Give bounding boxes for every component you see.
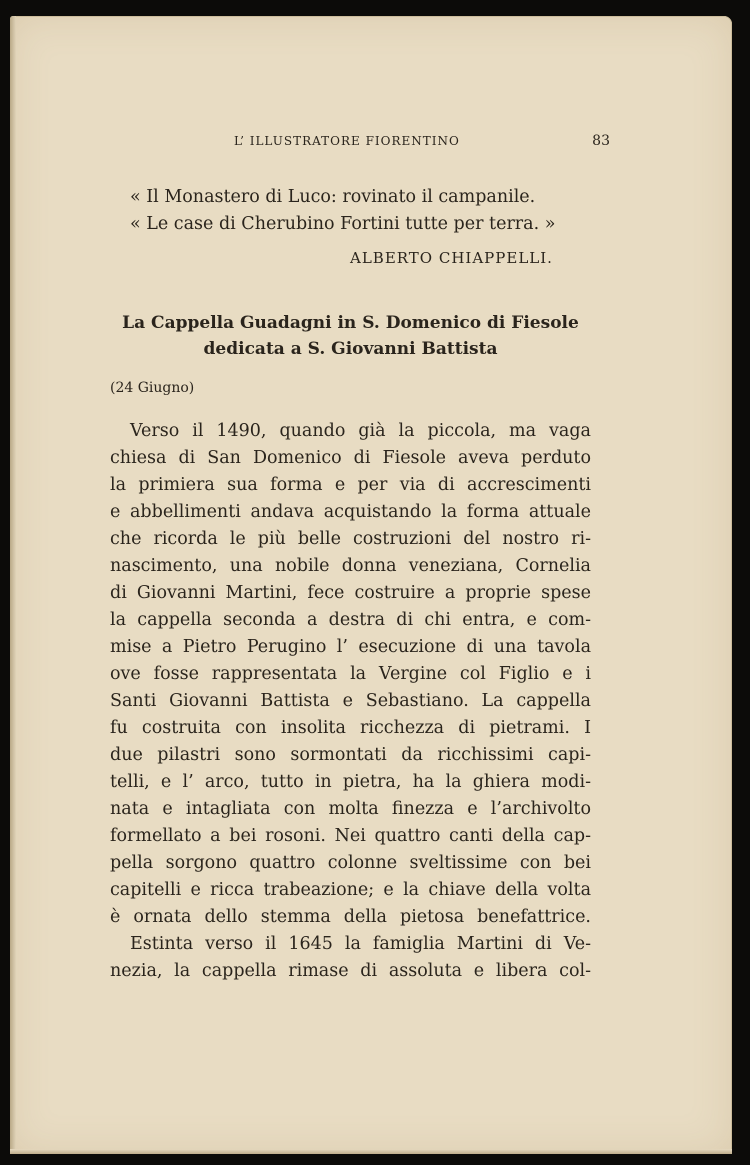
author-signature: ALBERTO CHIAPPELLI. [350,249,553,267]
page-number: 83 [592,133,610,149]
page-bottom-edge [10,1149,732,1154]
article-body [110,418,591,985]
quote-block [110,184,591,238]
body-line: fu costruita con insolita ricchezza di pietrami. I [110,718,591,738]
body-line: due pilastri sono sormontati da ricchissimi capi- [110,745,591,765]
body-line: capitelli e ricca trabeazione; e la chiave della volta [110,880,591,900]
body-line: nezia, la cappella rimase di assoluta e libera col- [110,961,591,981]
body-line: telli, e l’ arco, tutto in pietra, ha la ghiera modi- [110,772,591,792]
article-heading [110,310,591,362]
body-line: nascimento, una nobile donna veneziana, Cornelia [110,556,591,576]
body-line: nata e intagliata con molta finezza e l’archivolto [110,799,591,819]
body-line: Estinta verso il 1645 la famiglia Martini di Ve- [130,934,591,954]
book-page [10,16,732,1154]
body-line: pella sorgono quattro colonne sveltissime con bei [110,853,591,873]
article-date: (24 Giugno) [110,380,195,396]
body-line: la primiera sua forma e per via di accrescimenti [110,475,591,495]
body-line: mise a Pietro Perugino l’ esecuzione di una tavola [110,637,591,657]
heading-line: La Cappella Guadagni in S. Domenico di Fiesole [122,313,579,333]
running-head [110,134,610,154]
running-title: L’ ILLUSTRATORE FIORENTINO [234,134,460,148]
body-line: la cappella seconda a destra di chi entra, e com- [110,610,591,630]
quote-line: « Le case di Cherubino Fortini tutte per terra. » [130,214,556,234]
body-line: formellato a bei rosoni. Nei quattro canti della cap- [110,826,591,846]
body-line: è ornata dello stemma della pietosa benefattrice. [110,907,591,927]
body-line: Santi Giovanni Battista e Sebastiano. La cappella [110,691,591,711]
page-edge [10,16,16,1154]
body-line: chiesa di San Domenico di Fiesole aveva perduto [110,448,591,468]
quote-line: « Il Monastero di Luco: rovinato il campanile. [130,187,536,207]
body-line: e abbellimenti andava acquistando la forma attuale [110,502,591,522]
heading-line: dedicata a S. Giovanni Battista [203,339,498,359]
body-line: ove fosse rappresentata la Vergine col Figlio e i [110,664,591,684]
body-line: Verso il 1490, quando già la piccola, ma vaga [130,421,591,441]
body-line: di Giovanni Martini, fece costruire a proprie spese [110,583,591,603]
body-line: che ricorda le più belle costruzioni del nostro ri- [110,529,591,549]
